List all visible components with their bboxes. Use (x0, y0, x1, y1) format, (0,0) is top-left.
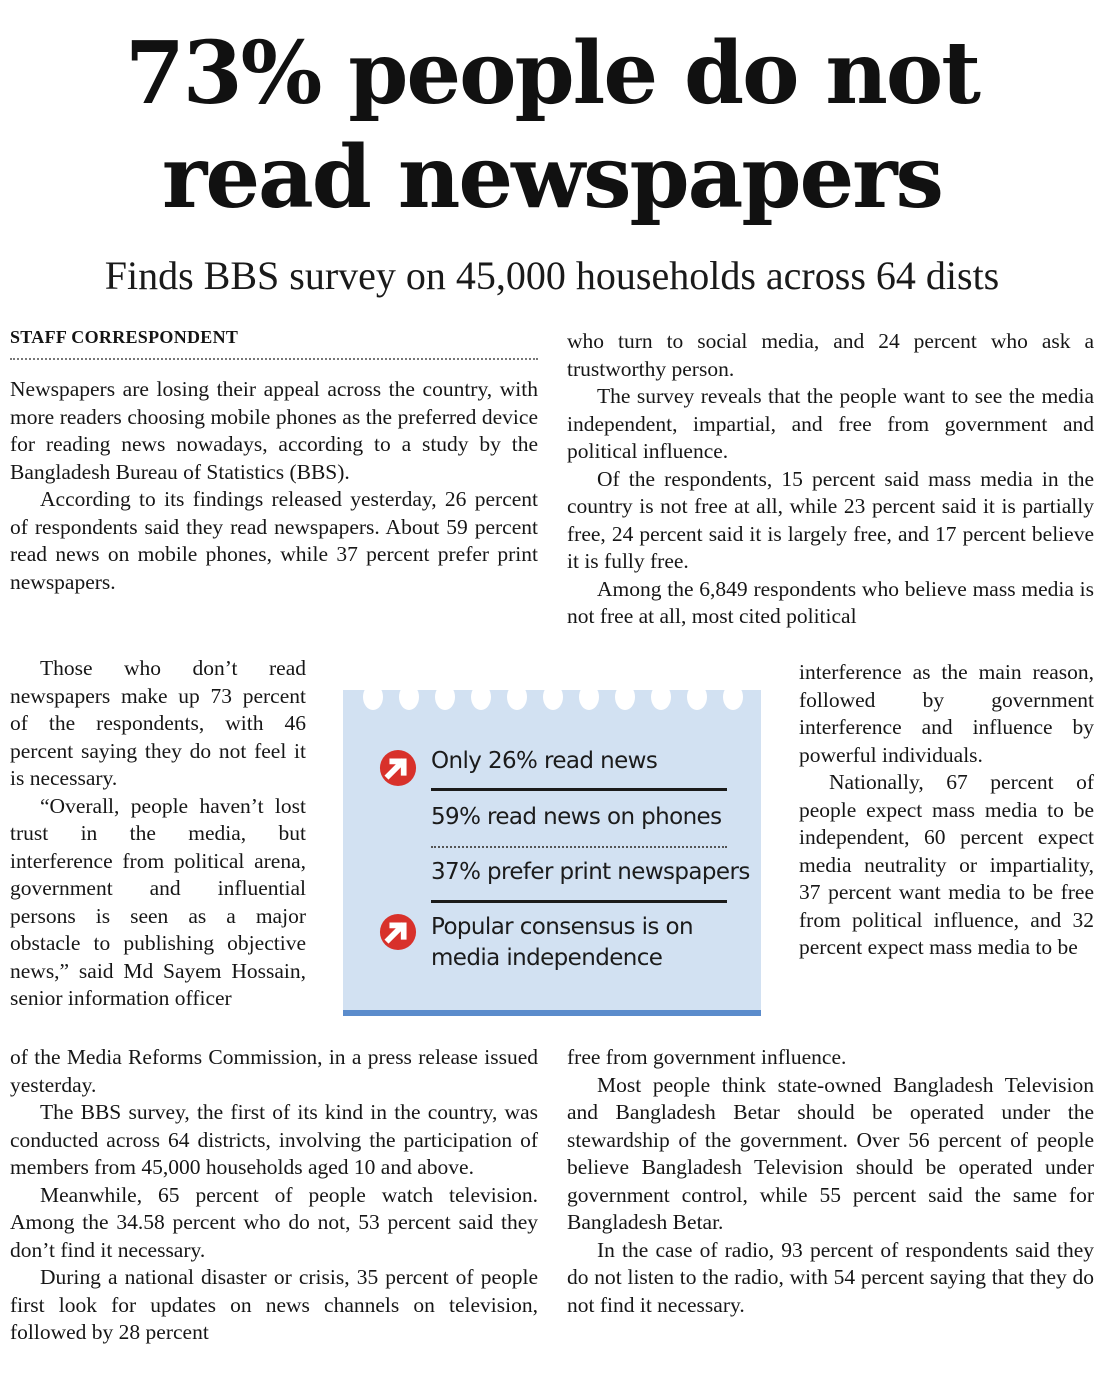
ring-hole (579, 684, 599, 710)
infobox-item-4 (431, 912, 693, 974)
byline-divider (10, 358, 538, 360)
ring-hole (399, 684, 419, 710)
paragraph: “Overall, people haven’t lost trust in the media, but interference from political arena, government and influential persons is seen as a major obstacle to publishing objective news,” said Md Sayem Hossain, senior information officer (10, 793, 306, 1010)
paragraph: Of the respondents, 15 percent said mass media in the country is not free at all, while 23 percent said it is partially free, 24 percent said it is largely free, and 17 percent believe it is fully free. (567, 466, 1094, 573)
red-circle-arrow-icon (379, 913, 417, 951)
paragraph: interference as the main reason, followed by government interference and influence by powerful individuals. (799, 660, 1094, 767)
ring-hole (615, 684, 635, 710)
headline-line-1: 73% people do not (124, 23, 980, 124)
ring-hole (363, 684, 383, 710)
infobox-item-3: 37% prefer print newspapers (431, 859, 750, 885)
infobox-divider (431, 846, 727, 848)
infobox-item-4-line-1: Popular consensus is on (431, 914, 693, 940)
paragraph: free from government influence. (567, 1045, 847, 1069)
paragraph: The survey reveals that the people want to see the media independent, impartial, and free from government and political influence. (567, 384, 1094, 463)
infobox-divider (431, 900, 727, 903)
infobox-divider (431, 788, 727, 791)
headline (0, 22, 1104, 230)
ring-hole (507, 684, 527, 710)
paragraph: The BBS survey, the first of its kind in the country, was conducted across 64 districts, involving the participation of members from 45,000 households aged 10 and above. (10, 1100, 538, 1179)
left-column-top (10, 376, 538, 596)
left-column-narrow (10, 655, 306, 1013)
subheadline: Finds BBS survey on 45,000 households across 64 dists (104, 253, 1000, 298)
paragraph: Those who don’t read newspapers make up 73 percent of the respondents, with 46 percent saying they do not feel it is necessary. (10, 656, 306, 790)
paragraph: In the case of radio, 93 percent of respondents said they do not listen to the radio, with 54 percent saying that they do not find it necessary. (567, 1237, 1094, 1317)
infobox-item-1: Only 26% read news (431, 748, 658, 774)
paragraph: of the Media Reforms Commission, in a press release issued yesterday. (10, 1045, 538, 1097)
red-circle-arrow-icon (379, 749, 417, 787)
ring-hole (435, 684, 455, 710)
paragraph: Newspapers are losing their appeal across the country, with more readers choosing mobile phones as the preferred device for reading news nowadays, according to a study by the Bangladesh Bureau of Statistics (BBS). (10, 377, 538, 484)
infobox-item-4-line-2: media independence (431, 945, 663, 971)
paragraph: Meanwhile, 65 percent of people watch television. Among the 34.58 percent who do not, 53 percent said they don’t find it necessary. (10, 1182, 538, 1262)
paragraph: who turn to social media, and 24 percent who ask a trustworthy person. (567, 329, 1094, 381)
left-column-bottom (10, 1044, 538, 1347)
ring-hole (651, 684, 671, 710)
byline: STAFF CORRESPONDENT (10, 327, 239, 347)
right-column-bottom (567, 1044, 1094, 1319)
infobox-item-2: 59% read news on phones (431, 804, 722, 830)
paragraph: During a national disaster or crisis, 35 percent of people first look for updates on news channels on television, followed by 28 percent (10, 1265, 538, 1344)
infographic-box (343, 690, 761, 1016)
paragraph: According to its findings released yesterday, 26 percent of respondents said they read newspapers. About 59 percent read news on mobile phones, while 37 percent prefer print newspapers. (10, 487, 538, 594)
headline-line-2: read newspapers (162, 127, 942, 228)
right-column-top (567, 328, 1094, 631)
ring-hole (687, 684, 707, 710)
paragraph: Nationally, 67 percent of people expect mass media to be independent, 60 percent expect media neutrality or impartiality, 37 percent want media to be free from political influence, and 32 percent expect mass media to be (799, 770, 1094, 959)
paragraph: Most people think state-owned Bangladesh Television and Bangladesh Betar should be operated under the stewardship of the government. Over 56 percent of people believe Bangladesh Television should be operated under government control, while 55 percent said the same for Bangladesh Betar. (567, 1072, 1094, 1234)
right-column-narrow (799, 659, 1094, 962)
ring-hole (723, 684, 743, 710)
paragraph: Among the 6,849 respondents who believe mass media is not free at all, most cited political (567, 576, 1094, 628)
ring-hole (471, 684, 491, 710)
ring-hole (543, 684, 563, 710)
